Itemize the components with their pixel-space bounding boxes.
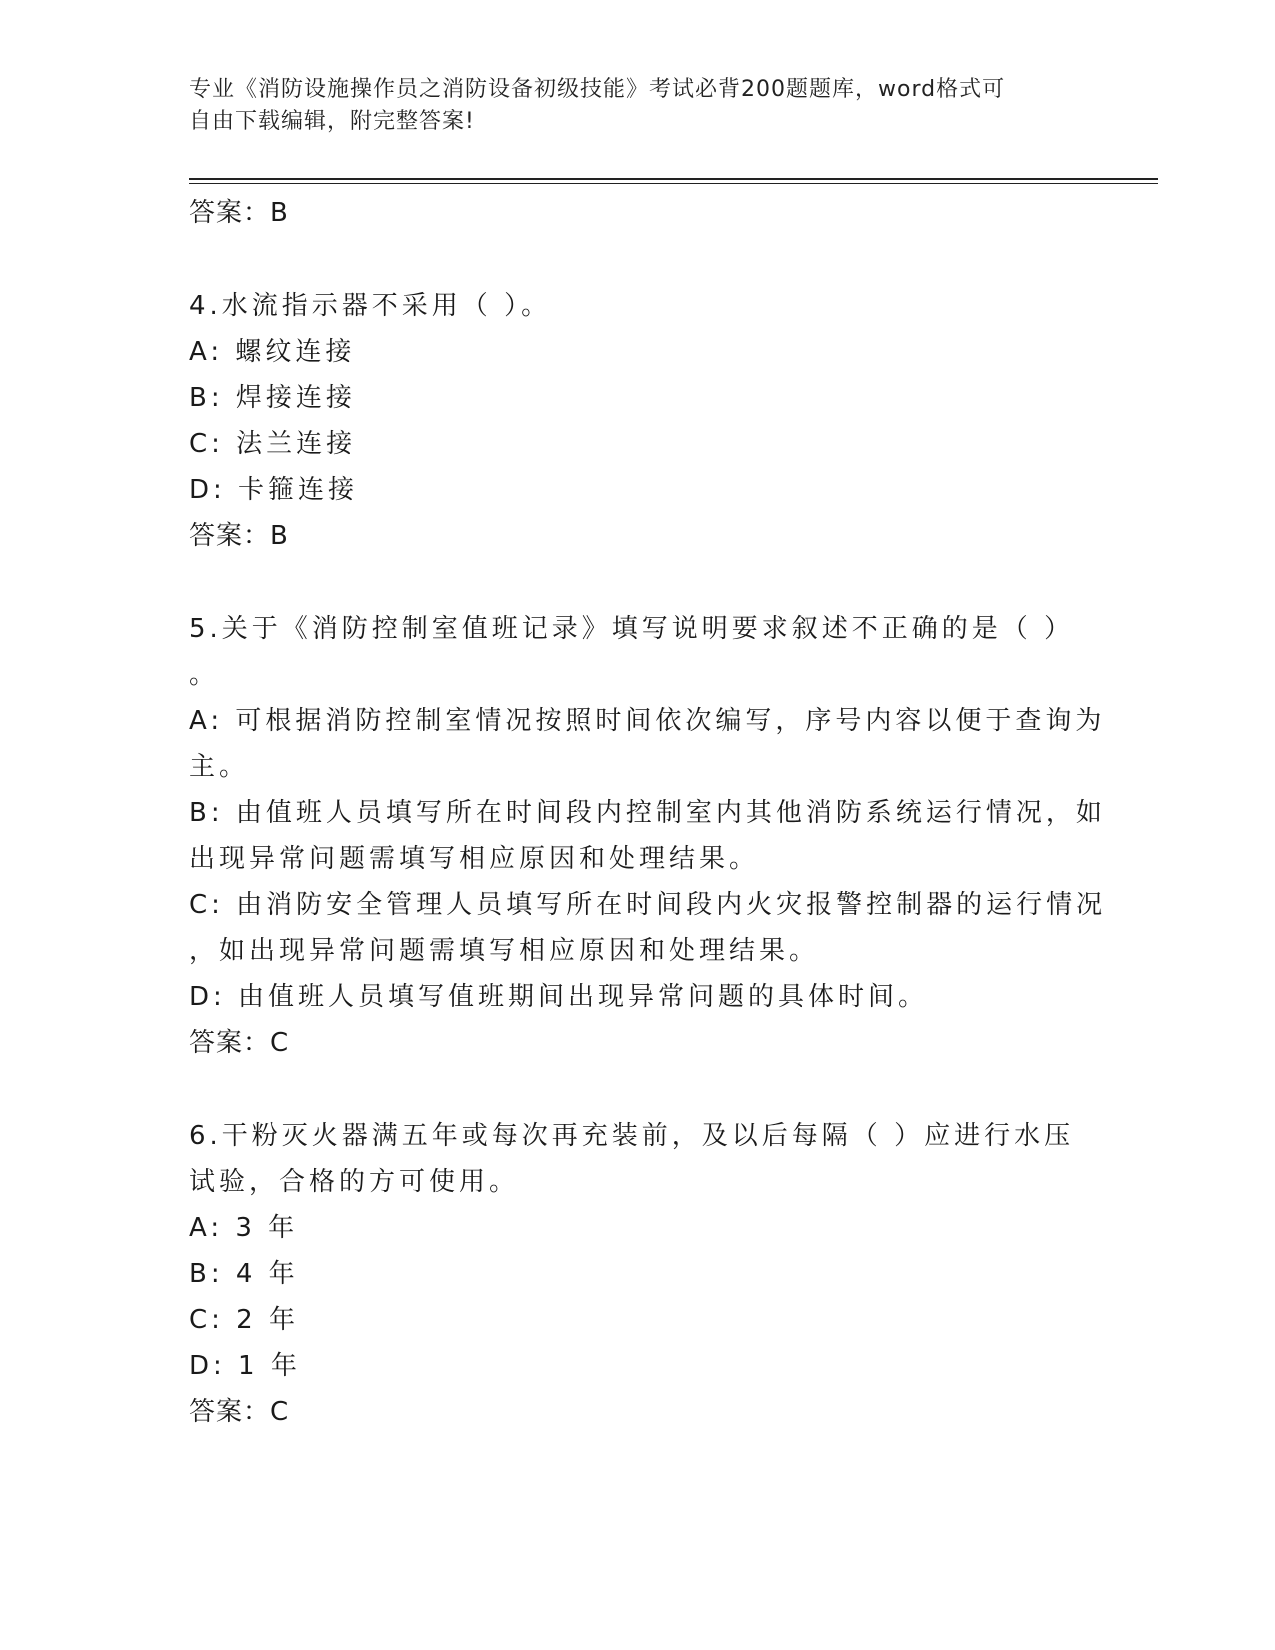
header-rule-thick <box>189 178 1158 180</box>
q4-option-c: C: 法兰连接 <box>189 429 357 459</box>
q4-option-a: A: 螺纹连接 <box>189 337 356 367</box>
q5-option-b-line-1: B: 由值班人员填写所在时间段内控制室内其他消防系统运行情况，如 <box>189 798 1106 828</box>
question-5 <box>189 606 1107 1066</box>
q5-stem-line-1: 5.关于《消防控制室值班记录》填写说明要求叙述不正确的是（ ） <box>189 614 1075 644</box>
q4-stem: 4.水流指示器不采用（ ）。 <box>189 291 552 321</box>
q5-option-b-line-2: 出现异常问题需填写相应原因和处理结果。 <box>189 844 760 874</box>
q6-option-c: C: 2 年 <box>189 1305 299 1335</box>
question-list <box>189 190 1107 1435</box>
q4-answer: 答案：B <box>189 521 289 551</box>
q4-option-d: D: 卡箍连接 <box>189 475 359 505</box>
question-6 <box>189 1113 1089 1435</box>
question-4 <box>189 283 1089 559</box>
q6-option-d: D: 1 年 <box>189 1351 301 1381</box>
q3-answer: 答案：B <box>189 198 289 228</box>
header-line-2: 自由下载编辑，附完整答案! <box>189 109 475 134</box>
q6-option-b: B: 4 年 <box>189 1259 299 1289</box>
spacer <box>189 559 1089 606</box>
spacer <box>189 236 1089 283</box>
q5-option-a-line-2: 主。 <box>189 752 250 782</box>
q6-answer: 答案：C <box>189 1397 290 1427</box>
q5-option-c-line-1: C: 由消防安全管理人员填写所在时间段内火灾报警控制器的运行情况 <box>189 890 1107 920</box>
spacer <box>189 1066 1089 1113</box>
q6-option-a: A: 3 年 <box>189 1213 299 1243</box>
header-line-1: 专业《消防设施操作员之消防设备初级技能》考试必背200题题库，word格式可 <box>189 77 1006 102</box>
page-header <box>189 74 1069 138</box>
q5-stem-line-2: 。 <box>189 660 220 690</box>
q5-option-c-line-2: ，如出现异常问题需填写相应原因和处理结果。 <box>189 936 820 966</box>
header-rule-thin <box>189 183 1158 184</box>
q6-stem-line-1: 6.干粉灭火器满五年或每次再充装前，及以后每隔（ ）应进行水压 <box>189 1121 1075 1151</box>
q6-stem-line-2: 试验，合格的方可使用。 <box>189 1167 520 1197</box>
q5-option-d: D: 由值班人员填写值班期间出现异常问题的具体时间。 <box>189 982 929 1012</box>
q5-answer: 答案：C <box>189 1028 290 1058</box>
q5-option-a-line-1: A: 可根据消防控制室情况按照时间依次编写，序号内容以便于查询为 <box>189 706 1106 736</box>
q4-option-b: B: 焊接连接 <box>189 383 356 413</box>
